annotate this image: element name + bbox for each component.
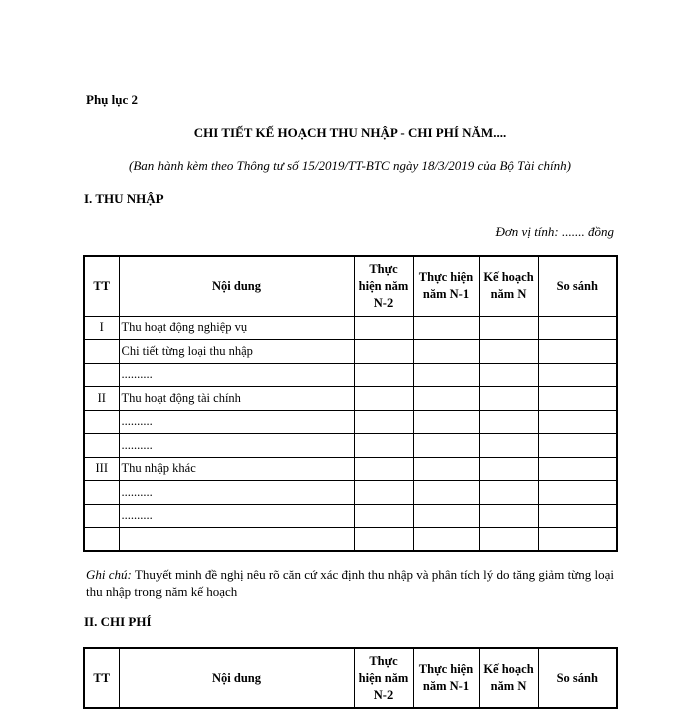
row-tt — [84, 528, 119, 552]
header-plan-line2: năm N — [490, 287, 527, 302]
cost-header-n2-line1: Thực — [369, 653, 398, 668]
note-text: Thuyết minh đề nghị nêu rõ căn cứ xác định thu nhập và phân tích lý do tăng giảm từng loại thu nhập trong năm kế hoạch — [86, 567, 614, 599]
row-content: .......... — [119, 504, 354, 528]
unit-label: Đơn vị tính: ....... đồng — [495, 224, 614, 239]
cost-header-plan-line1: Kế hoạch — [483, 662, 534, 676]
row-value-cell — [538, 457, 617, 481]
row-tt — [84, 340, 119, 364]
row-content — [119, 528, 354, 552]
row-content: Thu hoạt động nghiệp vụ — [119, 316, 354, 340]
row-value-cell — [413, 340, 479, 364]
section-income-heading: I. THU NHẬP — [84, 191, 164, 206]
cost-header-n2-line3: N-2 — [373, 687, 394, 702]
row-content: Thu hoạt động tài chính — [119, 387, 354, 411]
table-row — [84, 481, 617, 505]
cost-header-content: Nội dung — [119, 648, 354, 708]
table-row — [84, 457, 617, 481]
table-row — [84, 410, 617, 434]
document-subtitle: (Ban hành kèm theo Thông tư số 15/2019/TT-BTC ngày 18/3/2019 của Bộ Tài chính) — [129, 158, 571, 173]
row-value-cell — [413, 363, 479, 387]
header-n1-line1: Thực hiện — [418, 270, 474, 285]
row-value-cell — [479, 363, 538, 387]
header-tt: TT — [84, 256, 119, 316]
cost-header-tt: TT — [84, 648, 119, 708]
cost-table-header — [84, 648, 617, 708]
row-content: .......... — [119, 363, 354, 387]
row-value-cell — [354, 481, 413, 505]
row-value-cell — [538, 481, 617, 505]
table-row — [84, 340, 617, 364]
row-value-cell — [413, 528, 479, 552]
row-value-cell — [354, 434, 413, 458]
row-tt — [84, 504, 119, 528]
row-tt: I — [84, 316, 119, 340]
row-value-cell — [413, 387, 479, 411]
income-table — [83, 255, 618, 552]
row-value-cell — [479, 387, 538, 411]
row-content: Thu nhập khác — [119, 457, 354, 481]
cost-header-n2-line2: hiện năm — [358, 670, 409, 685]
header-n2-line2: hiện năm — [358, 278, 409, 293]
cost-header-n2 — [354, 648, 413, 708]
row-value-cell — [479, 340, 538, 364]
row-value-cell — [538, 363, 617, 387]
row-value-cell — [354, 316, 413, 340]
row-value-cell — [354, 410, 413, 434]
income-note — [86, 566, 626, 600]
section-cost-heading: II. CHI PHÍ — [84, 614, 152, 629]
note-label: Ghi chú: — [86, 567, 132, 582]
row-value-cell — [413, 410, 479, 434]
header-n1-line2: năm N-1 — [422, 287, 470, 302]
header-n2-line3: N-2 — [373, 295, 394, 310]
table-row — [84, 504, 617, 528]
cost-header-n1-line2: năm N-1 — [422, 679, 470, 693]
header-plan-line1: Kế hoạch — [483, 270, 534, 285]
header-n2-line1: Thực — [369, 261, 398, 276]
row-value-cell — [538, 316, 617, 340]
row-tt: III — [84, 457, 119, 481]
row-value-cell — [538, 434, 617, 458]
row-tt — [84, 410, 119, 434]
cost-header-n1-line1: Thực hiện — [418, 662, 474, 676]
row-value-cell — [479, 316, 538, 340]
row-value-cell — [479, 504, 538, 528]
row-value-cell — [354, 457, 413, 481]
header-plan — [479, 256, 538, 316]
header-compare: So sánh — [538, 256, 617, 316]
table-row — [84, 434, 617, 458]
row-content: .......... — [119, 481, 354, 505]
row-tt: II — [84, 387, 119, 411]
table-row — [84, 316, 617, 340]
document-title: CHI TIẾT KẾ HOẠCH THU NHẬP - CHI PHÍ NĂM.... — [193, 125, 507, 140]
cost-header-plan — [479, 648, 538, 708]
row-value-cell — [413, 434, 479, 458]
row-value-cell — [479, 457, 538, 481]
header-n2 — [354, 256, 413, 316]
row-value-cell — [413, 316, 479, 340]
row-value-cell — [413, 457, 479, 481]
row-value-cell — [479, 434, 538, 458]
cost-header-compare: So sánh — [538, 648, 617, 708]
row-value-cell — [538, 340, 617, 364]
appendix-label: Phụ lục 2 — [86, 92, 139, 107]
row-value-cell — [538, 504, 617, 528]
cost-header-n1 — [413, 648, 479, 708]
row-value-cell — [354, 340, 413, 364]
row-tt — [84, 481, 119, 505]
row-content: Chi tiết từng loại thu nhập — [119, 340, 354, 364]
row-value-cell — [413, 504, 479, 528]
table-row — [84, 387, 617, 411]
row-value-cell — [354, 528, 413, 552]
row-value-cell — [479, 528, 538, 552]
header-content: Nội dung — [119, 256, 354, 316]
row-value-cell — [538, 410, 617, 434]
row-value-cell — [538, 528, 617, 552]
row-value-cell — [538, 387, 617, 411]
cost-header-plan-line2: năm N — [490, 679, 527, 693]
row-value-cell — [354, 387, 413, 411]
row-value-cell — [354, 504, 413, 528]
row-tt — [84, 363, 119, 387]
row-content: .......... — [119, 434, 354, 458]
row-tt — [84, 434, 119, 458]
row-content: .......... — [119, 410, 354, 434]
header-n1 — [413, 256, 479, 316]
row-value-cell — [413, 481, 479, 505]
income-table-header — [84, 256, 617, 316]
row-value-cell — [479, 410, 538, 434]
row-value-cell — [354, 363, 413, 387]
table-row — [84, 363, 617, 387]
row-value-cell — [479, 481, 538, 505]
table-row — [84, 528, 617, 552]
